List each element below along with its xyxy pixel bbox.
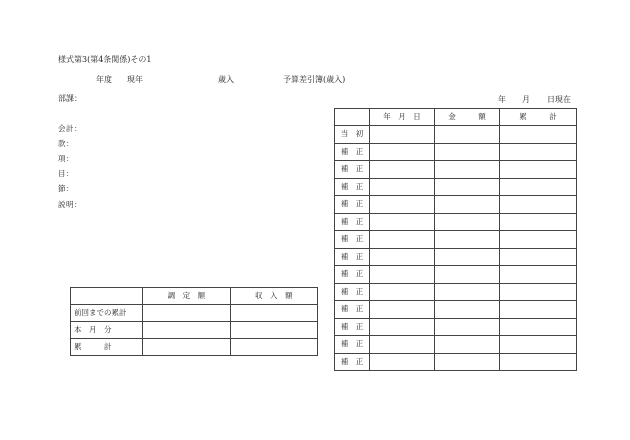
amount-cell[interactable] xyxy=(435,143,500,161)
cumulative-cell[interactable] xyxy=(500,196,577,214)
row-label: 補 正 xyxy=(335,143,370,161)
summary-header-received: 収 入 額 xyxy=(230,288,317,305)
table-row xyxy=(335,336,577,354)
amount-cell[interactable] xyxy=(435,196,500,214)
table-row xyxy=(71,305,318,322)
date-month-label: 月 xyxy=(522,95,530,104)
date-cell[interactable] xyxy=(370,248,435,266)
date-cell[interactable] xyxy=(370,301,435,319)
table-row xyxy=(71,322,318,339)
row-label: 補 正 xyxy=(335,248,370,266)
cumulative-cell[interactable] xyxy=(500,318,577,336)
date-cell[interactable] xyxy=(370,231,435,249)
date-year-label: 年 xyxy=(498,95,506,104)
cumulative-cell[interactable] xyxy=(500,178,577,196)
row-label: 補 正 xyxy=(335,213,370,231)
amount-cell[interactable] xyxy=(435,213,500,231)
assessed-cell[interactable] xyxy=(143,305,230,322)
row-label: 補 正 xyxy=(335,318,370,336)
date-day-label: 日現在 xyxy=(547,95,571,104)
received-cell[interactable] xyxy=(230,322,317,339)
ledger-title: 予算差引簿(歳入) xyxy=(283,75,346,84)
date-cell[interactable] xyxy=(370,266,435,284)
summary-header-assessed: 調 定 額 xyxy=(143,288,230,305)
row-label: 補 正 xyxy=(335,353,370,371)
ledger-header-row xyxy=(335,109,577,126)
date-cell[interactable] xyxy=(370,178,435,196)
fiscal-year-label: 年度 xyxy=(96,75,112,84)
amount-cell[interactable] xyxy=(435,283,500,301)
ledger-header-blank xyxy=(335,109,370,126)
date-cell[interactable] xyxy=(370,213,435,231)
row-label: 補 正 xyxy=(335,196,370,214)
amount-cell[interactable] xyxy=(435,318,500,336)
assessed-cell[interactable] xyxy=(143,339,230,356)
cumulative-cell[interactable] xyxy=(500,248,577,266)
cumulative-cell[interactable] xyxy=(500,143,577,161)
table-row xyxy=(335,126,577,144)
field-setsu: 節： xyxy=(58,184,74,193)
table-row xyxy=(335,231,577,249)
ledger-header-amount: 金 額 xyxy=(435,109,500,126)
row-label: 補 正 xyxy=(335,231,370,249)
received-cell[interactable] xyxy=(230,305,317,322)
cumulative-cell[interactable] xyxy=(500,213,577,231)
date-cell[interactable] xyxy=(370,283,435,301)
table-row xyxy=(335,196,577,214)
date-cell[interactable] xyxy=(370,318,435,336)
row-label: 補 正 xyxy=(335,161,370,179)
summary-row-label: 前回までの累計 xyxy=(71,305,143,322)
department-label: 部課： xyxy=(58,94,82,103)
amount-cell[interactable] xyxy=(435,161,500,179)
field-kou: 項： xyxy=(58,154,74,163)
summary-header-blank xyxy=(71,288,143,305)
cumulative-cell[interactable] xyxy=(500,266,577,284)
ledger-header-date: 年 月 日 xyxy=(370,109,435,126)
cumulative-cell[interactable] xyxy=(500,301,577,319)
ledger-table xyxy=(334,108,577,371)
date-cell[interactable] xyxy=(370,353,435,371)
row-label: 当 初 xyxy=(335,126,370,144)
assessed-cell[interactable] xyxy=(143,322,230,339)
cumulative-cell[interactable] xyxy=(500,231,577,249)
form-id: 様式第3(第4条関係)その1 xyxy=(58,55,152,64)
table-row xyxy=(335,143,577,161)
date-cell[interactable] xyxy=(370,161,435,179)
date-cell[interactable] xyxy=(370,143,435,161)
table-row xyxy=(335,248,577,266)
date-cell[interactable] xyxy=(370,336,435,354)
received-cell[interactable] xyxy=(230,339,317,356)
table-row xyxy=(335,213,577,231)
row-label: 補 正 xyxy=(335,336,370,354)
row-label: 補 正 xyxy=(335,178,370,196)
amount-cell[interactable] xyxy=(435,248,500,266)
field-moku: 目： xyxy=(58,169,74,178)
field-account: 会計： xyxy=(58,124,82,133)
cumulative-cell[interactable] xyxy=(500,336,577,354)
field-kan: 款： xyxy=(58,139,74,148)
amount-cell[interactable] xyxy=(435,126,500,144)
cumulative-cell[interactable] xyxy=(500,161,577,179)
amount-cell[interactable] xyxy=(435,336,500,354)
summary-header-row xyxy=(71,288,318,305)
amount-cell[interactable] xyxy=(435,301,500,319)
table-row xyxy=(335,266,577,284)
date-cell[interactable] xyxy=(370,126,435,144)
table-row xyxy=(335,353,577,371)
table-row xyxy=(335,283,577,301)
field-description: 説明： xyxy=(58,200,82,209)
amount-cell[interactable] xyxy=(435,231,500,249)
table-row xyxy=(71,339,318,356)
table-row xyxy=(335,301,577,319)
cumulative-cell[interactable] xyxy=(500,283,577,301)
date-cell[interactable] xyxy=(370,196,435,214)
summary-row-label: 本 月 分 xyxy=(71,322,143,339)
table-row xyxy=(335,318,577,336)
summary-row-label: 累 計 xyxy=(71,339,143,356)
row-label: 補 正 xyxy=(335,301,370,319)
current-year-label: 現年 xyxy=(127,75,143,84)
table-row xyxy=(335,178,577,196)
amount-cell[interactable] xyxy=(435,353,500,371)
cumulative-cell[interactable] xyxy=(500,126,577,144)
amount-cell[interactable] xyxy=(435,178,500,196)
row-label: 補 正 xyxy=(335,266,370,284)
cumulative-cell[interactable] xyxy=(500,353,577,371)
row-label: 補 正 xyxy=(335,283,370,301)
ledger-header-cumulative: 累 計 xyxy=(500,109,577,126)
amount-cell[interactable] xyxy=(435,266,500,284)
table-row xyxy=(335,161,577,179)
revenue-label: 歳入 xyxy=(218,75,234,84)
summary-table xyxy=(70,287,318,356)
